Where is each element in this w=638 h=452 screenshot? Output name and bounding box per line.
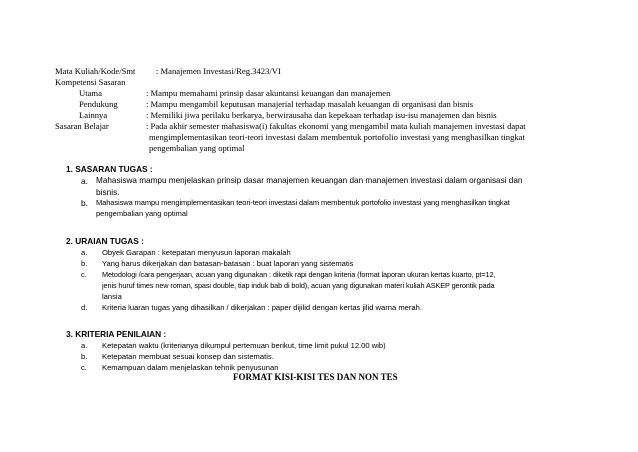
utama-value: : Mampu memahami prinsip dasar akuntansi keuangan dan manajemen: [146, 88, 391, 98]
section-title: 1. SASARAN TUGAS :: [66, 164, 153, 174]
pendukung-label: Pendukung: [79, 99, 118, 109]
list-item-text: bisnis.: [96, 187, 120, 197]
section-title: 3. KRITERIA PENILAIAN :: [66, 329, 167, 339]
sasaran-belajar-line: mengimplementasikan teori-teori investasi dalam membentuk portofolio investasi yang menghasilkan tingkat: [149, 132, 525, 142]
list-marker: c.: [81, 363, 87, 372]
list-item-text: pengembalian yang optimal: [96, 209, 188, 218]
list-item-text: Obyek Garapan : ketepatan menyusun laporan makalah: [102, 248, 291, 257]
list-item-text: Mahasiswa mampu menjelaskan prinsip dasar manajemen keuangan dan manajemen investasi dalam organisasi dan: [96, 176, 523, 185]
list-item-text: Kemampuan dalam menjelaskan tehnik penyusunan: [102, 363, 279, 372]
lainnya-label: Lainnya: [79, 110, 108, 120]
list-marker: d.: [81, 303, 88, 312]
list-item-text: Mahasiswa mampu mengimplementasikan teori-teori investasi dalam membentuk portofolio investasi yang menghasilkan tingkat: [96, 198, 510, 207]
section-title: 2. URAIAN TUGAS :: [66, 236, 144, 246]
list-item-text: Yang harus dikerjakan dan batasan-batasan : buat laporan yang sistematis: [102, 259, 354, 268]
list-marker: c.: [81, 270, 87, 279]
list-item-text: Ketepatan membuat sesuai konsep dan sistematis.: [102, 352, 274, 361]
list-marker: b.: [81, 259, 88, 268]
pendukung-value: : Mampu mengambil keputusan manajerial terhadap masalah keuangan di organisasi dan bisnis: [146, 99, 474, 109]
sasaran-belajar-label: Sasaran Belajar: [55, 121, 109, 131]
list-item-text: Kriteria luaran tugas yang dihasilkan / dikerjakan : paper dijilid dengan kertas jilid warna merah.: [102, 303, 422, 312]
kompetensi-label: Kompetensi Sasaran: [55, 77, 126, 87]
list-marker: b.: [81, 198, 88, 208]
list-marker: a.: [81, 341, 88, 350]
utama-label: Utama: [79, 88, 102, 98]
mata-kuliah-value: : Manajemen Investasi/Reg.3423/VI: [156, 66, 281, 76]
list-item-text: Metodologi /cara pengerjaan, acuan yang digunakan : diketik rapi dengan kriteria (format laporan ukuran kertas kuarto, pt=12,: [102, 270, 496, 279]
list-item-text: jenis huruf times new roman, spasi double, tiap induk bab di bold), acuan yang digunakan materi kuliah ASKEP gerontik pada: [102, 281, 495, 290]
mata-kuliah-label: Mata Kuliah/Kode/Smt: [55, 66, 136, 76]
list-marker: b.: [81, 352, 88, 361]
lainnya-value: : Memiliki jiwa perilaku berkarya, berwirausaha dan kepekaan terhadap isu-isu manajemen dan bisnis: [146, 110, 497, 120]
list-marker: a.: [81, 248, 88, 257]
list-item-text: lansia: [102, 292, 122, 301]
sasaran-belajar-line: pengembalian yang optimal: [149, 143, 245, 153]
footer-heading: FORMAT KISI-KISI TES DAN NON TES: [233, 372, 398, 382]
list-item-text: Ketepatan waktu (kriterianya dikumpul pertemuan berikut, time limit pukul 12.00 wib): [102, 341, 386, 350]
list-marker: a.: [81, 176, 88, 186]
sasaran-belajar-line: : Pada akhir semester mahasiswa(i) fakultas ekonomi yang mengambil mata kuliah manajemen investasi dapat: [146, 121, 526, 131]
